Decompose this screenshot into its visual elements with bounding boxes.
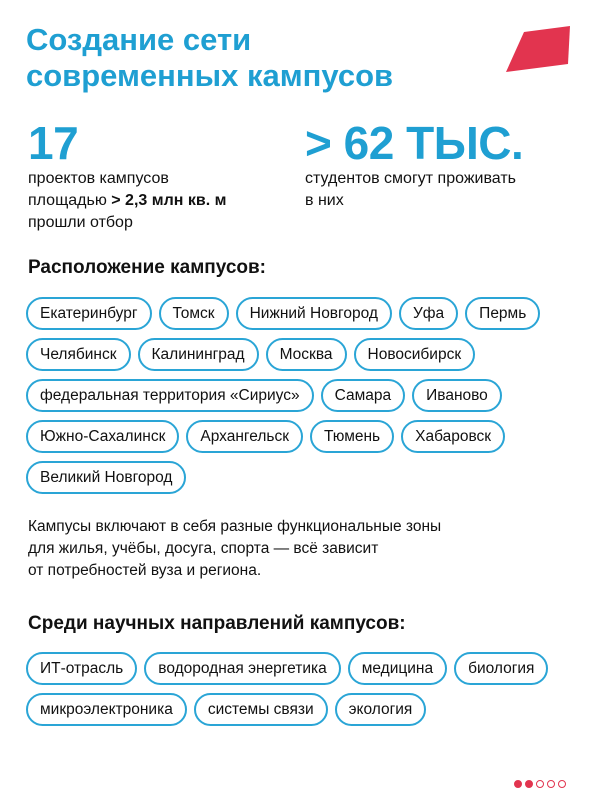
slide-pager: [514, 780, 566, 788]
location-chip: Великий Новгород: [26, 461, 186, 494]
direction-chip: экология: [335, 693, 427, 726]
location-chip: Пермь: [465, 297, 540, 330]
stat-description: [305, 168, 523, 212]
locations-heading: Расположение кампусов:: [28, 257, 267, 278]
description-line: для жилья, учёбы, досуга, спорта — всё зависит: [28, 540, 379, 557]
pager-dot[interactable]: [547, 780, 555, 788]
direction-chip: медицина: [348, 652, 447, 685]
page-title: [26, 22, 393, 94]
stat-line: проектов кампусов: [28, 170, 169, 187]
location-chip: Самара: [321, 379, 406, 412]
direction-chip: биология: [454, 652, 548, 685]
stat-area-value: > 2,3 млн кв. м: [111, 192, 227, 209]
location-chip: Москва: [266, 338, 347, 371]
direction-chip: ИТ-отрасль: [26, 652, 137, 685]
direction-chip: водородная энергетика: [144, 652, 340, 685]
location-chip: Екатеринбург: [26, 297, 152, 330]
stat-line: прошли отбор: [28, 214, 133, 231]
campus-description: [28, 516, 548, 582]
directions-list: [26, 652, 586, 726]
stat-line-prefix: площадью: [28, 192, 112, 209]
pager-dot[interactable]: [525, 780, 533, 788]
location-chip: Тюмень: [310, 420, 394, 453]
location-chip: Южно-Сахалинск: [26, 420, 179, 453]
location-chip: Архангельск: [186, 420, 303, 453]
location-chip: Томск: [159, 297, 229, 330]
location-chip: Калининград: [138, 338, 259, 371]
title-line-2: современных кампусов: [26, 58, 394, 93]
brand-flag-icon: [506, 26, 572, 72]
stat-line: в них: [305, 192, 344, 209]
location-chip: Новосибирск: [354, 338, 476, 371]
locations-list: [26, 297, 586, 494]
title-line-1: Создание сети: [26, 22, 252, 57]
location-chip: Уфа: [399, 297, 458, 330]
pager-dot[interactable]: [558, 780, 566, 788]
location-chip: Хабаровск: [401, 420, 505, 453]
stat-line: [28, 190, 226, 212]
stat-campus-projects: [28, 118, 226, 234]
location-chip: Нижний Новгород: [236, 297, 392, 330]
stat-line: студентов смогут проживать: [305, 170, 516, 187]
stat-number: 17: [28, 117, 79, 169]
direction-chip: системы связи: [194, 693, 328, 726]
location-chip: Челябинск: [26, 338, 131, 371]
location-chip: Иваново: [412, 379, 502, 412]
location-chip: федеральная территория «Сириус»: [26, 379, 314, 412]
description-line: от потребностей вуза и региона.: [28, 562, 262, 579]
directions-heading: Среди научных направлений кампусов:: [28, 613, 406, 634]
direction-chip: микроэлектроника: [26, 693, 187, 726]
stat-students: [305, 118, 523, 212]
description-line: Кампусы включают в себя разные функциональные зоны: [28, 518, 442, 535]
stat-number: > 62 ТЫС.: [305, 117, 524, 169]
pager-dot[interactable]: [514, 780, 522, 788]
stat-description: [28, 168, 226, 234]
pager-dot[interactable]: [536, 780, 544, 788]
